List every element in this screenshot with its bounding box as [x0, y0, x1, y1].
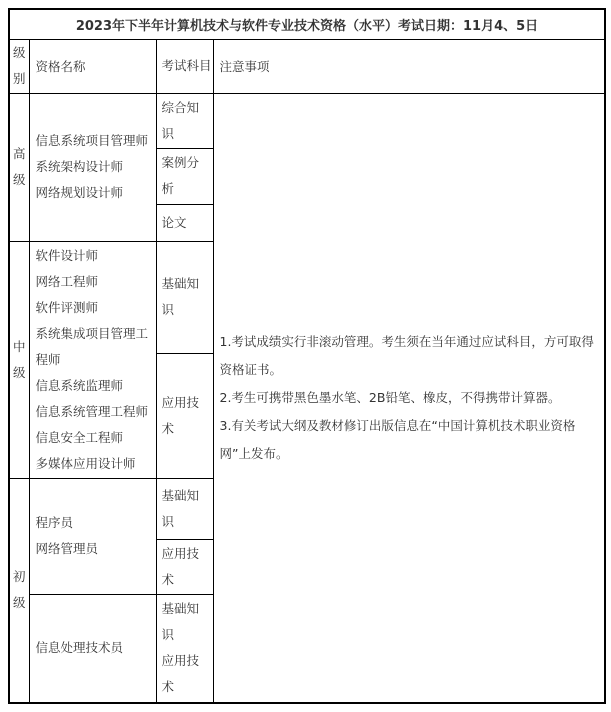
level-cell-junior: 初级: [9, 478, 29, 703]
title-row: [9, 9, 605, 39]
qualification-item: 网络规划设计师: [35, 185, 124, 200]
note-item-1: 1.考试成绩实行非滚动管理。考生须在当年通过应试科目，方可取得资格证书。: [219, 333, 594, 377]
qualification-item: 信息系统项目管理师: [35, 133, 149, 148]
subject-cell-senior-2: 案例分析: [156, 148, 213, 204]
header-row: [9, 39, 605, 93]
qualification-list-junior-group1: [29, 478, 156, 594]
qualification-item: 信息系统管理工程师: [35, 403, 149, 419]
subject-cell-intermediate-1: 基础知识: [156, 241, 213, 353]
qualification-item: 网络工程师: [35, 273, 99, 289]
qualification-item: 信息处理技术员: [35, 640, 124, 656]
table-title: 2023年下半年计算机技术与软件专业技术资格（水平）考试日期：11月4、5日: [9, 9, 605, 39]
qualification-item: 多媒体应用设计师: [35, 455, 136, 471]
notes-cell: [213, 93, 605, 703]
qualification-item: 程序员: [35, 515, 74, 530]
exam-schedule-table: [8, 8, 606, 704]
level-cell-senior: 高级: [9, 93, 29, 241]
qualification-item: 软件设计师: [35, 247, 99, 263]
subject-cell-junior-2: 应用技术: [156, 539, 213, 594]
column-header-qualification: 资格名称: [29, 39, 156, 93]
qualification-item: 系统架构设计师: [35, 159, 124, 174]
subject-item: 基础知识: [161, 601, 200, 643]
column-header-level: 级别: [9, 39, 29, 93]
subject-cell-senior-3: 论文: [156, 204, 213, 241]
subject-cell-junior-combined: [156, 594, 213, 703]
qualification-list-intermediate: [29, 241, 156, 478]
senior-row-1: [9, 93, 605, 148]
qualification-item: 信息系统监理师: [35, 377, 124, 393]
subject-item: 应用技术: [161, 653, 200, 695]
qualification-item: 系统集成项目管理工程师: [35, 325, 149, 367]
note-item-3: 3.有关考试大纲及教材修订出版信息在“中国计算机技术职业资格网”上发布。: [219, 417, 576, 461]
subject-cell-junior-1: 基础知识: [156, 478, 213, 539]
qualification-item: 网络管理员: [35, 541, 99, 556]
level-cell-intermediate: 中级: [9, 241, 29, 478]
subject-cell-senior-1: 综合知识: [156, 93, 213, 148]
column-header-notes: 注意事项: [213, 39, 605, 93]
qualification-item: 软件评测师: [35, 299, 99, 315]
column-header-subjects: 考试科目: [156, 39, 213, 93]
note-item-2: 2.考生可携带黑色墨水笔、2B铅笔、橡皮，不得携带计算器。: [219, 389, 561, 405]
qualification-list-senior: [29, 93, 156, 241]
qualification-list-junior-group2: [29, 594, 156, 703]
qualification-item: 信息安全工程师: [35, 429, 124, 445]
subject-cell-intermediate-2: 应用技术: [156, 353, 213, 478]
